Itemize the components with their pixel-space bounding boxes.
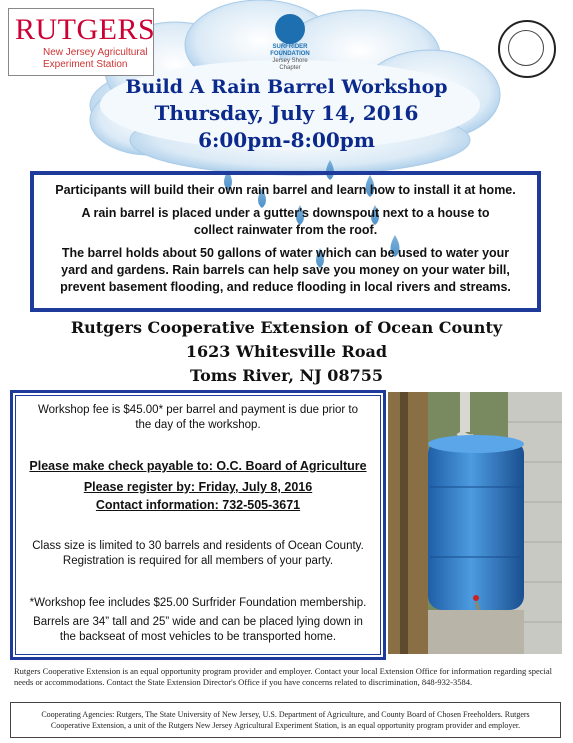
intro-paragraph-3: The barrel holds about 50 gallons of water which can be used to water your yard and gardens. Rain barrels can help save you money on your water bill, prevent basement flooding, and reduce flooding in local rivers and streams. [60, 246, 511, 294]
rutgers-logo[interactable] [8, 8, 154, 76]
intro-paragraph-2: A rain barrel is placed under a gutter's downspout next to a house to collect rainwater from the roof. [81, 206, 490, 237]
class-size-text: Class size is limited to 30 barrels and residents of Ocean County. Registration is required for all members of your party. [32, 540, 364, 567]
workshop-title: Build A Rain Barrel Workshop [125, 76, 448, 98]
surfrider-logo[interactable] [262, 14, 318, 72]
intro-paragraph-1: Participants will build their own rain barrel and learn how to install it at home. [55, 183, 516, 197]
surfrider-chapter: Jersey Shore Chapter [272, 58, 308, 71]
wave-icon [275, 14, 305, 44]
rutgers-wordmark: RUTGERS [15, 13, 156, 46]
details-box [10, 390, 386, 660]
city-address: Toms River, NJ 08755 [190, 366, 383, 385]
rain-barrel-photo [388, 392, 562, 654]
surfrider-name: SURFRIDER FOUNDATION [270, 44, 310, 57]
organization-name: Rutgers Cooperative Extension of Ocean County [70, 318, 503, 337]
street-address: 1623 Whitesville Road [185, 342, 388, 361]
workshop-date: Thursday, July 14, 2016 [154, 101, 419, 125]
check-payable-text: Please make check payable to: O.C. Board of Agriculture [29, 459, 367, 473]
intro-box [30, 171, 541, 312]
cooperating-agencies-text: Cooperating Agencies: Rutgers, The State University of New Jersey, U.S. Department of Agriculture, and County Board of Chosen Freeholders. Rutgers Cooperative Extension, a unit of the Rutgers New Jersey Agricultural Experiment Station, is an equal opportunity program provider and employer. [41, 710, 530, 730]
cooperating-agencies-box [10, 702, 561, 738]
ship-icon [508, 30, 544, 66]
ocean-county-seal [498, 20, 556, 78]
barrel-size-text: Barrels are 34” tall and 25” wide and can be placed lying down in the backseat of most vehicles to be transported home. [33, 616, 363, 643]
workshop-time: 6:00pm-8:00pm [198, 128, 375, 152]
fee-text: Workshop fee is $45.00* per barrel and payment is due prior to the day of the workshop. [37, 404, 359, 431]
membership-text: *Workshop fee includes $25.00 Surfrider Foundation membership. [29, 597, 367, 609]
equal-opportunity-notice: Rutgers Cooperative Extension is an equal opportunity program provider and employer. Contact your local Extension Office for information regarding special needs or accommodations. Contact the State Extension Director's Office if you have concerns related to discrimination, 848-932-3584. [14, 666, 553, 687]
contact-information[interactable]: Contact information: 732-505-3671 [95, 498, 301, 512]
rutgers-subtitle: New Jersey Agricultural Experiment Station [43, 47, 148, 70]
register-by-text: Please register by: Friday, July 8, 2016 [83, 480, 313, 494]
